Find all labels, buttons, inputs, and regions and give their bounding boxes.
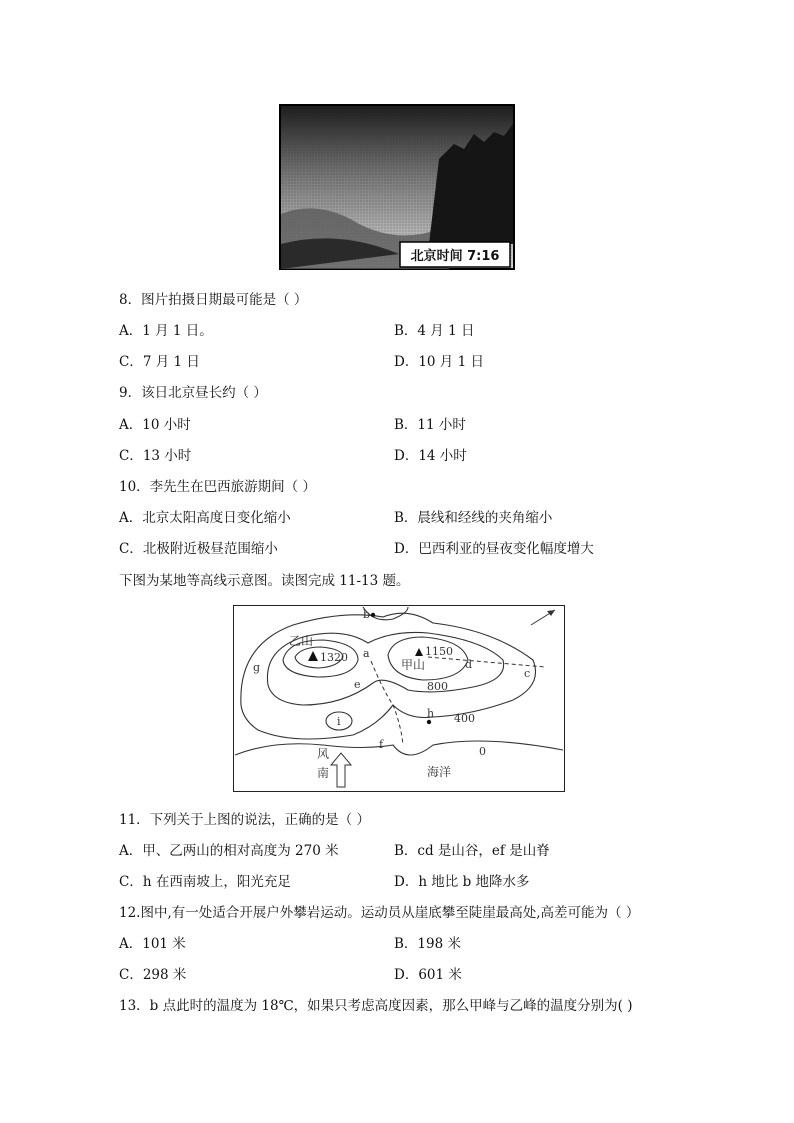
q9-stem: 9．该日北京昼长约（ ） [119,385,267,401]
q12-option-d: D．601 米 [394,967,462,983]
q8-stem: 8．图片拍摄日期最可能是（ ） [119,292,308,308]
sunrise-photo [279,104,515,270]
q10-stem: 10．李先生在巴西旅游期间（ ） [119,479,316,495]
q11-option-b: B．cd 是山谷，ef 是山脊 [394,843,550,859]
q11-option-c: C．h 在西南坡上，阳光充足 [119,874,291,890]
q8-option-d: D．10 月 1 日 [394,354,484,370]
q10-option-d: D．巴西利亚的昼夜变化幅度增大 [394,541,594,557]
map-point-e: e [354,678,361,691]
map-label-400: 400 [454,712,475,725]
map-point-d: d [465,658,473,671]
q10-option-a: A．北京太阳高度日变化缩小 [119,510,291,526]
q12-option-b: B．198 米 [394,936,461,952]
map-label-800: 800 [427,680,448,693]
map-label-yi-elev: 1320 [320,651,348,664]
map-point-g: g [253,661,261,674]
photo-caption: 北京时间 7:16 [410,249,500,264]
q12-option-a: A．101 米 [119,936,186,952]
map-label-0: 0 [479,745,486,758]
contour-map [233,605,565,792]
map-point-b: b [363,608,371,621]
map-label-jia-elev: 1150 [425,645,453,658]
map-point-i: i [337,715,341,728]
map-label-ocean: 海洋 [427,765,452,779]
q9-option-b: B．11 小时 [394,417,466,433]
map-label-south: 南 [317,766,330,780]
q11-option-a: A．甲、乙两山的相对高度为 270 米 [119,843,339,859]
map-label-wind: 风 [317,747,330,761]
q9-option-c: C．13 小时 [119,448,192,464]
q10-option-b: B．晨线和经线的夹角缩小 [394,510,553,526]
map-point-h: h [427,707,435,720]
q12-stem: 12.图中,有一处适合开展户外攀岩运动。运动员从崖底攀至陡崖最高处,高差可能为（ ） [119,905,640,921]
q13-stem: 13．b 点此时的温度为 18℃，如果只考虑高度因素，那么甲峰与乙峰的温度分别为( ) [119,998,633,1014]
q12-option-c: C．298 米 [119,967,187,983]
q11-option-d: D．h 地比 b 地降水多 [394,874,530,890]
q9-option-d: D．14 小时 [394,448,467,464]
q11-stem: 11．下列关于上图的说法，正确的是（ ） [119,812,370,828]
map-point-f: f [379,738,384,751]
map-point-c: c [524,667,531,680]
q8-option-c: C．7 月 1 日 [119,354,200,370]
map-intro: 下图为某地等高线示意图。读图完成 11-13 题。 [119,573,410,589]
map-point-a: a [363,647,370,660]
q10-option-c: C．北极附近极昼范围缩小 [119,541,278,557]
q9-option-a: A．10 小时 [119,417,191,433]
map-label-yi-mountain: 乙山 [289,634,314,648]
map-label-jia-mountain: 甲山 [401,658,426,672]
q8-option-a: A．1 月 1 日。 [119,323,213,339]
q8-option-b: B．4 月 1 日 [394,323,475,339]
